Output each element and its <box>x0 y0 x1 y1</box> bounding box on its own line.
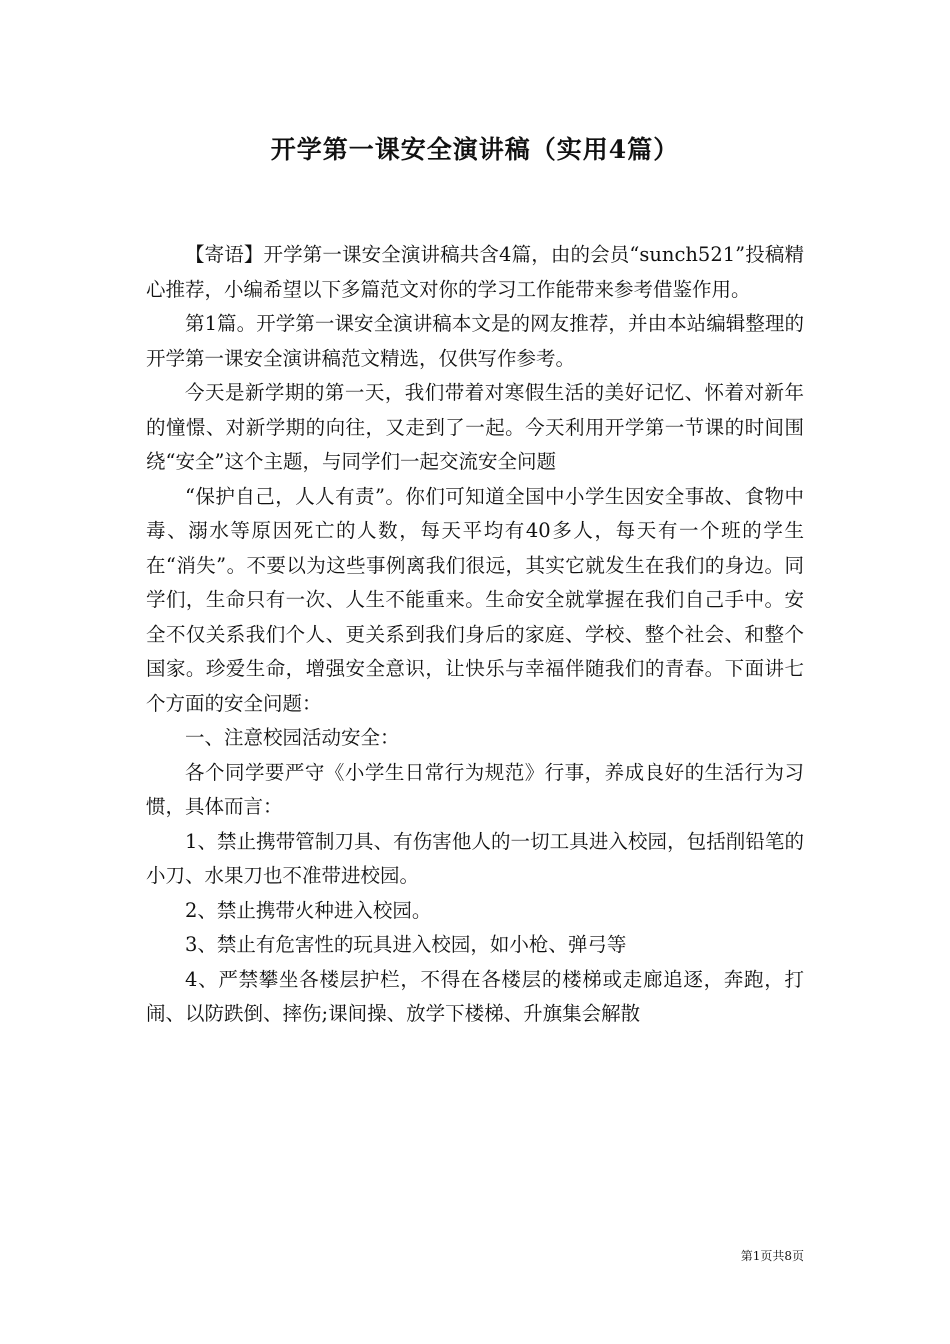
paragraph-protect-yourself: “保护自己，人人有责”。你们可知道全国中小学生因安全事故、食物中毒、溺水等原因死亡的人数，每天平均有40多人，每天有一个班的学生在“消失”。不要以为这些事例离我们很远，其实它就发生在我们的身边。同学们，生命只有一次、人生不能重来。生命安全就掌握在我们自己手中。安全不仅关系我们个人、更关系到我们身后的家庭、学校、整个社会、和整个国家。珍爱生命，增强安全意识，让快乐与幸福伴随我们的青春。下面讲七个方面的安全问题： <box>146 484 804 715</box>
page-number: 第1页共8页 <box>740 1249 804 1263</box>
document-body <box>146 238 804 1032</box>
paragraph-rule-4: 4、严禁攀坐各楼层护栏，不得在各楼层的楼梯或走廊追逐，奔跑，打闹、以防跌倒、摔伤;课间操、放学下楼梯、升旗集会解散 <box>146 967 804 1025</box>
paragraph-rule-3: 3、禁止有危害性的玩具进入校园，如小枪、弹弓等 <box>185 933 627 956</box>
paragraph-new-semester: 今天是新学期的第一天，我们带着对寒假生活的美好记忆、怀着对新年的憧憬、对新学期的向往，又走到了一起。今天利用开学第一节课的时间围绕“安全”这个主题，与同学们一起交流安全问题 <box>146 381 804 473</box>
paragraph-rule-2: 2、禁止携带火种进入校园。 <box>185 898 432 922</box>
document-title: 开学第一课安全演讲稿（实用4篇） <box>270 135 680 164</box>
paragraph-part-1: 第1篇。开学第一课安全演讲稿本文是的网友推荐，并由本站编辑整理的开学第一课安全演讲稿范文精选，仅供写作参考。 <box>146 312 804 370</box>
paragraph-intro: 【寄语】开学第一课安全演讲稿共含4篇，由的会员“sunch521”投稿精心推荐，小编希望以下多篇范文对你的学习工作能带来参考借鉴作用。 <box>146 243 804 301</box>
paragraph-section-heading: 一、注意校园活动安全： <box>185 726 400 749</box>
paragraph-rules-intro: 各个同学要严守《小学生日常行为规范》行事，养成良好的生活行为习惯，具体而言： <box>146 760 804 818</box>
paragraph-rule-1: 1、禁止携带管制刀具、有伤害他人的一切工具进入校园，包括削铅笔的小刀、水果刀也不准带进校园。 <box>146 829 804 887</box>
